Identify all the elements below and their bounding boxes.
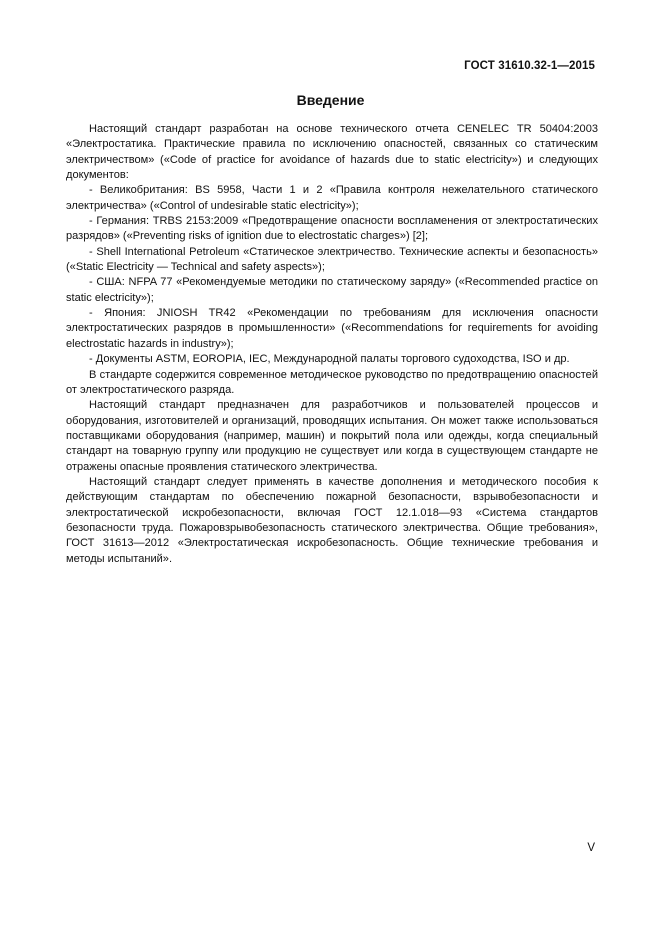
standard-number: ГОСТ 31610.32-1—2015 (464, 60, 595, 72)
paragraph-audience: Настоящий стандарт предназначен для разработчиков и пользователей процессов и оборудования, изготовителей и организаций, проводящих испытания. Он может также использоваться поставщиками оборудования (например, машин) и покрытий пола или одежды, когда специальный стандарт на товарную группу или продукцию не существует или когда в существующем стандарте не отражены опасные проявления статического электричества. (66, 399, 598, 473)
list-item-shell: - Shell International Petroleum «Статическое электричество. Технические аспекты и безопасность» («Static Electricity — Technical and safety aspects»); (66, 245, 598, 274)
list-item-usa: - США: NFPA 77 «Рекомендуемые методики по статическому заряду» («Recommended practice on static electricity»); (66, 276, 598, 304)
paragraph-guidance: В стандарте содержится современное методическое руководство по предотвращению опасностей от электростатического разряда. (66, 368, 598, 396)
list-item-germany: - Германия: TRBS 2153:2009 «Предотвращение опасности воспламенения от электростатических разрядов» («Preventing risks of ignition due to electrostatic charges») [2]; (66, 215, 598, 243)
list-item-japan: - Япония: JNIOSH TR42 «Рекомендации по требованиям для исключения опасности электростатических разрядов в промышленности» («Recommendations for requirements for avoiding electrostatic hazards in industry»); (66, 307, 598, 350)
list-item-uk: - Великобритания: BS 5958, Части 1 и 2 «Правила контроля нежелательного статического электричества» («Control of undesirable static electricity»); (66, 184, 598, 212)
section-body (66, 122, 598, 567)
section-title: Введение (296, 92, 365, 108)
list-item-documents: - Документы ASTM, EOROPIA, IEC, Международной палаты торгового судоходства, ISO и др. (89, 353, 570, 366)
paragraph-intro: Настоящий стандарт разработан на основе технического отчета CENELEC TR 50404:2003 «Электростатика. Практические правила по исключению опасностей, связанных со статическим электричеством» («Code of practice for avoidance of hazards due to static electricity») и следующих документов: (66, 123, 598, 182)
paragraph-application: Настоящий стандарт следует применять в качестве дополнения и методического пособия к действующим стандартам по обеспечению пожарной безопасности, взрывобезопасности и электростатической искробезопасности, включая ГОСТ 12.1.018—93 «Система стандартов безопасности труда. Пожаровзрывобезопасность статического электричества. Общие требования», ГОСТ 31613—2012 «Электростатическая искробезопасность. Общие технические требования и методы испытаний». (66, 475, 598, 565)
page-number: V (587, 842, 595, 854)
document-header (464, 60, 595, 72)
